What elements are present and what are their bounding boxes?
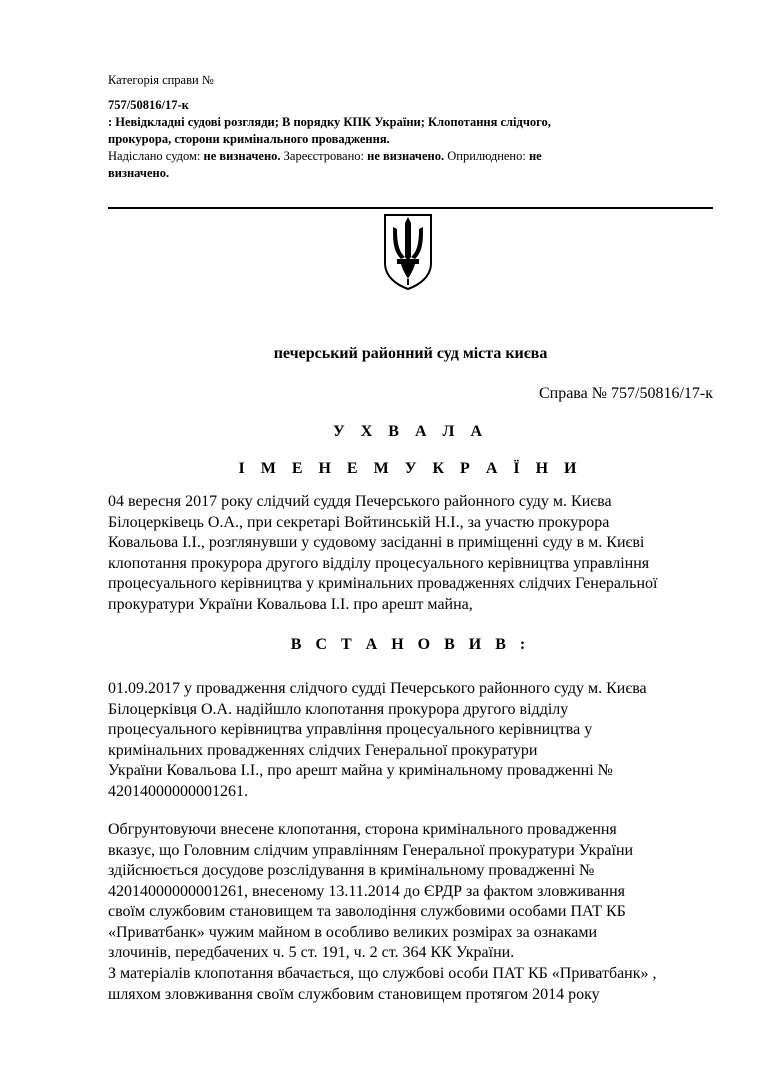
- text-line: Білоцерківця О.А. надійшло клопотання прокурора другого відділу: [108, 700, 569, 718]
- text-line: 42014000000001261.: [108, 782, 248, 800]
- text-line: «Приватбанк» чужим майном в особливо великих розмірах за ознаками: [108, 923, 598, 941]
- case-reference: Справа № 757/50816/17-к: [538, 385, 713, 402]
- text-line: 01.09.2017 у провадження слідчого судді Печерського районного суду м. Києва: [108, 680, 647, 697]
- text-line: процесуального керівництва у кримінальних провадженнях слідчих Генеральної: [108, 575, 658, 592]
- paragraph-1: [108, 492, 713, 615]
- text-line: процесуального керівництва управління процесуального керівництва у: [108, 721, 593, 738]
- sent-value: не визначено.: [203, 149, 281, 163]
- case-metadata: [108, 72, 713, 182]
- paragraph-3: [108, 820, 713, 964]
- established-heading: В С Т А Н О В И В :: [290, 636, 531, 653]
- text-line: вказує, що Головним слідчим управлінням Генеральної прокуратури України: [108, 841, 634, 859]
- category-line-1: : Невідкладні судові розгляди; В порядку КПК України; Клопотання слідчого,: [108, 115, 551, 129]
- category-label: Категорія справи №: [108, 73, 214, 87]
- text-line: З матеріалів клопотання вбачається, що службові особи ПАТ КБ «Приватбанк» ,: [108, 965, 657, 982]
- coat-of-arms-icon: [381, 211, 435, 291]
- text-line: прокуратури України Ковальова І.І. про арешт майна,: [108, 595, 473, 613]
- text-line: здійснюється досудове розслідування в кримінальному провадженні №: [108, 862, 595, 879]
- text-line: 04 вересня 2017 року слідчий суддя Печерського районного суду м. Києва: [108, 493, 612, 510]
- in-the-name-of-ukraine: І М Е Н Е М У К Р А Ї Н И: [238, 460, 583, 477]
- text-line: кримінальних провадженнях слідчих Генеральної прокуратури: [108, 741, 538, 759]
- published-value: не: [528, 149, 542, 163]
- header-divider: [108, 207, 713, 209]
- text-line: своїм службовим становищем та заволодіння службовими особами ПАТ КБ: [108, 903, 626, 920]
- registered-label: Зареєстровано:: [283, 149, 364, 163]
- text-line: Ковальова І.І., розглянувши у судовому засіданні в приміщенні суду в м. Києві: [108, 534, 645, 551]
- text-line: 42014000000001261, внесеному 13.11.2014 до ЄРДР за фактом зловживання: [108, 882, 626, 900]
- sent-label: Надіслано судом:: [108, 149, 201, 163]
- published-value-cont: визначено.: [108, 166, 170, 180]
- paragraph-4: [108, 964, 713, 1005]
- text-line: злочинів, передбачених ч. 5 ст. 191, ч. 2 ст. 364 КК України.: [108, 944, 515, 961]
- paragraph-2: [108, 679, 713, 802]
- ruling-title: У Х В А Л А: [333, 423, 488, 440]
- text-line: Обгрунтовуючи внесене клопотання, сторона кримінального провадження: [108, 821, 617, 838]
- category-line-2: прокурора, сторони кримінального провадження.: [108, 132, 390, 146]
- text-line: шляхом зловживання своїм службовим становищем протягом 2014 року: [108, 985, 600, 1003]
- published-label: Оприлюднено:: [447, 149, 526, 163]
- court-name: печерський районний суд міста києва: [273, 345, 548, 362]
- status-line: [108, 148, 713, 165]
- text-line: України Ковальова І.І., про арешт майна у кримінальному провадженні №: [108, 762, 613, 779]
- text-line: клопотання прокурора другого відділу процесуального керівництва управління: [108, 554, 650, 572]
- text-line: Білоцерківець О.А., при секретарі Войтинській Н.І., за участю прокурора: [108, 513, 610, 531]
- case-number: 757/50816/17-к: [108, 98, 189, 112]
- registered-value: не визначено.: [367, 149, 445, 163]
